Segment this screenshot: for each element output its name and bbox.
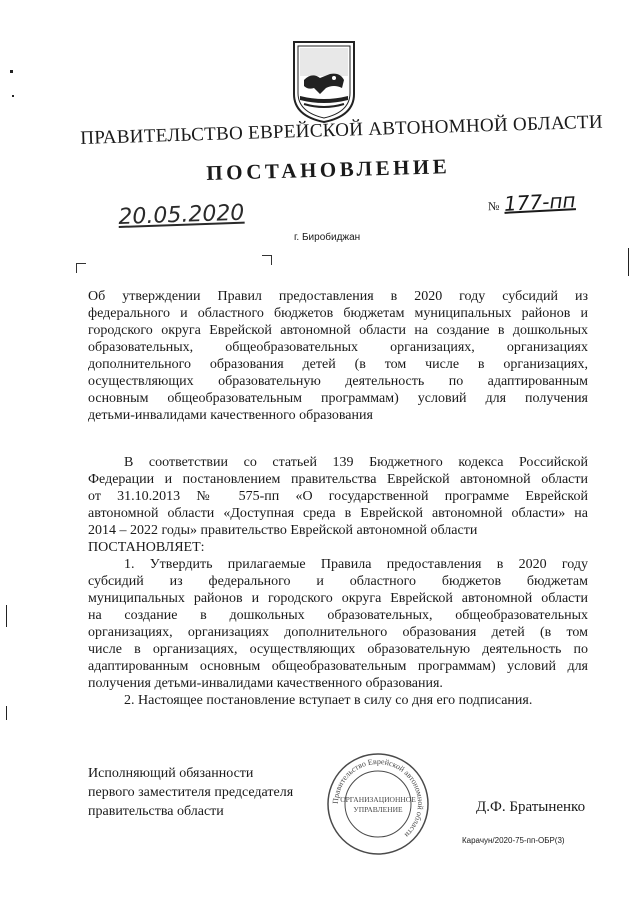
subject-line: основным общеобразовательным программам) условий для получения (88, 391, 588, 406)
body-line: 2014 – 2022 годы» правительство Еврейской автономной области (88, 523, 478, 538)
position-line: Исполняющий обязанности (88, 766, 254, 781)
body-line: автономной области «Доступная среда в Еврейской автономной области» на (88, 506, 588, 521)
body-line: 1. Утвердить прилагаемые Правила предоставления в 2020 году (124, 557, 588, 572)
coat-of-arms-emblem (290, 38, 358, 124)
corner-mark-left (76, 263, 86, 273)
city-name: г. Биробиджан (294, 232, 361, 243)
subject-line: Об утверждении Правил предоставления в 2020 году субсидий из (88, 289, 588, 304)
subject-line: осуществляющих образовательную деятельность по адаптированным (88, 374, 588, 389)
subject-line: детьми-инвалидами качественного образования (88, 408, 373, 423)
document-type: ПОСТАНОВЛЕНИЕ (206, 154, 451, 185)
official-stamp (324, 750, 432, 858)
scan-edge-mark (628, 248, 629, 276)
footer-code: Карачун/2020-75-пп-ОБР(3) (462, 836, 565, 845)
position-line: первого заместителя председателя (88, 785, 294, 800)
body-line: числе в организациях, осуществляющих образовательную деятельность по (88, 642, 588, 657)
body-line: В соответствии со статьей 139 Бюджетного кодекса Российской (124, 455, 588, 470)
body-line: получения детьми-инвалидами качественного образования. (88, 676, 443, 691)
stamp-center-line-1: ОРГАНИЗАЦИОННОЕ (340, 795, 416, 804)
subject-line: образовательных, общеобразовательных организациях, организациях (88, 340, 588, 355)
scan-speck (10, 70, 13, 73)
stamp-ring-path: Правительство Еврейской автономной области (330, 756, 426, 840)
body-line: организациях, организациях дополнительного образования детей (в том (88, 625, 588, 640)
subject-line: городского округа Еврейской автономной области на создание в дошкольных (88, 323, 588, 338)
body-line: адаптированным основным общеобразовательным программам) условий для (88, 659, 588, 674)
corner-mark-right (262, 255, 272, 265)
document-date: 20.05.2020 (118, 200, 245, 230)
position-line: правительства области (88, 804, 224, 819)
signatory-name: Д.Ф. Братыненко (476, 799, 586, 815)
subject-line: федерального и областного бюджетов бюджетам муниципальных районов и (88, 306, 588, 321)
body-line: на создание в дошкольных образовательных, общеобразовательных (88, 608, 588, 623)
body-line: Федерации и постановлением правительства Еврейской автономной области (88, 472, 588, 487)
body-line: субсидий из федерального и областного бюджетов бюджетам (88, 574, 588, 589)
body-line: от 31.10.2013 № 575-пп «О государственной программе Еврейской (88, 489, 588, 504)
signatory-position (88, 764, 293, 821)
subject-line: дополнительного образования детей (в том числе в организациях, (88, 357, 588, 372)
scan-speck (12, 95, 14, 97)
scan-edge-mark (6, 605, 7, 627)
body-line: 2. Настоящее постановление вступает в силу со дня его подписания. (124, 693, 533, 708)
number-label: № (487, 198, 500, 214)
body-line: ПОСТАНОВЛЯЕТ: (88, 540, 205, 555)
body-line: муниципальных районов и городского округа Еврейской автономной области (88, 591, 588, 606)
subject-block (88, 288, 588, 424)
scan-edge-mark (6, 706, 7, 720)
document-number: 177-пп (503, 188, 577, 216)
body-block (88, 454, 588, 709)
government-title: ПРАВИТЕЛЬСТВО ЕВРЕЙСКОЙ АВТОНОМНОЙ ОБЛАСТИ (80, 111, 604, 149)
stamp-center-line-2: УПРАВЛЕНИЕ (353, 805, 403, 814)
